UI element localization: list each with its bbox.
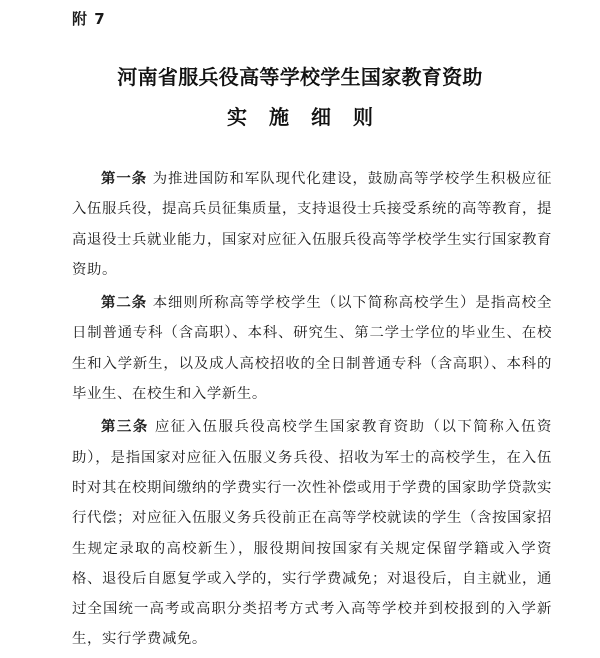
- article-text: 为推进国防和军队现代化建设，鼓励高等学校学生积极应征入伍服兵役，提高兵员征集质量，支持退役士兵接受系统的高等教育，提高退役士兵就业能力，国家对应征入伍服兵役高等学校学生实行国家教育资助。: [72, 171, 552, 278]
- article-heading: 第三条: [101, 419, 149, 436]
- article-3: [72, 412, 552, 654]
- article-text: 应征入伍服兵役高校学生国家教育资助（以下简称入伍资助），是指国家对应征入伍服义务兵役、招收为军士的高校学生，在入伍时对其在校期间缴纳的学费实行一次性补偿或用于学费的国家助学贷款实行代偿；对应征入伍服义务兵役前正在高等学校就读的学生（含按国家招生规定录取的高校新生），服役期间按国家有关规定保留学籍或入学资格、退役后自愿复学或入学的，实行学费减免；对退役后，自主就业，通过全国统一高考或高职分类招考方式考入高等学校并到校报到的入学新生，实行学费减免。: [72, 419, 552, 648]
- document-subtitle: 实施细则: [227, 105, 395, 129]
- article-text: 本细则所称高等学校学生（以下简称高校学生）是指高校全日制普通专科（含高职）、本科、研究生、第二学士学位的毕业生、在校生和入学新生，以及成人高校招收的全日制普通专科（含高职）、本科的毕业生、在校生和入学新生。: [72, 295, 552, 403]
- article-heading: 第一条: [101, 171, 148, 187]
- document-body: [72, 164, 552, 658]
- attachment-label: 附 7: [72, 10, 106, 28]
- article-1: [72, 164, 552, 285]
- article-2: [72, 288, 552, 409]
- document-title: 河南省服兵役高等学校学生国家教育资助: [117, 65, 483, 89]
- article-heading: 第二条: [101, 295, 148, 312]
